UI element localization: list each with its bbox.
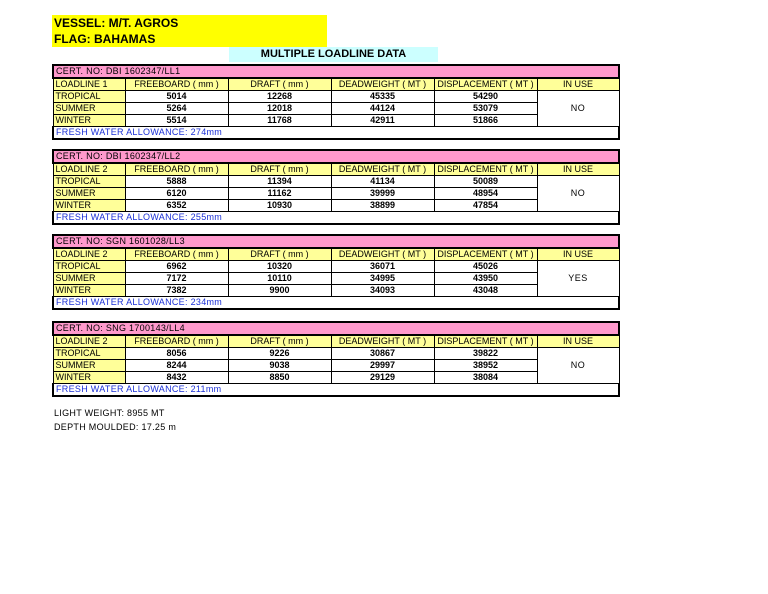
in-use-value: NO: [537, 176, 619, 212]
fresh-water-allowance: FRESH WATER ALLOWANCE: 274mm: [53, 127, 619, 140]
col-displacement: DISPLACEMENT ( MT ): [434, 163, 537, 176]
deadweight-value: 42911: [331, 115, 434, 127]
displacement-value: 45026: [434, 261, 537, 273]
deadweight-value: 41134: [331, 176, 434, 188]
col-draft: DRAFT ( mm ): [228, 163, 331, 176]
fresh-water-allowance: FRESH WATER ALLOWANCE: 234mm: [53, 297, 619, 310]
displacement-value: 43950: [434, 273, 537, 285]
freeboard-value: 5264: [125, 103, 228, 115]
col-in-use: IN USE: [537, 248, 619, 261]
draft-value: 9900: [228, 285, 331, 297]
freeboard-value: 6120: [125, 188, 228, 200]
table-row: [53, 285, 619, 297]
col-in-use: IN USE: [537, 163, 619, 176]
depth-moulded-note: DEPTH MOULDED: 17.25 m: [54, 422, 177, 432]
zone-label: WINTER: [53, 285, 125, 297]
col-loadline: LOADLINE 2: [53, 163, 125, 176]
draft-value: 11768: [228, 115, 331, 127]
zone-label: TROPICAL: [53, 348, 125, 360]
col-freeboard: FREEBOARD ( mm ): [125, 248, 228, 261]
table-row: [53, 176, 619, 188]
zone-label: SUMMER: [53, 103, 125, 115]
table-row: [53, 273, 619, 285]
displacement-value: 39822: [434, 348, 537, 360]
draft-value: 11394: [228, 176, 331, 188]
freeboard-value: 7382: [125, 285, 228, 297]
deadweight-value: 38899: [331, 200, 434, 212]
deadweight-value: 39999: [331, 188, 434, 200]
col-in-use: IN USE: [537, 335, 619, 348]
page-title: MULTIPLE LOADLINE DATA: [229, 47, 438, 62]
zone-label: WINTER: [53, 200, 125, 212]
draft-value: 8850: [228, 372, 331, 384]
deadweight-value: 36071: [331, 261, 434, 273]
cert-number: CERT. NO: SGN 1601028/LL3: [53, 235, 619, 248]
deadweight-value: 29129: [331, 372, 434, 384]
draft-value: 10930: [228, 200, 331, 212]
col-displacement: DISPLACEMENT ( MT ): [434, 335, 537, 348]
table-row: [53, 261, 619, 273]
displacement-value: 51866: [434, 115, 537, 127]
zone-label: SUMMER: [53, 360, 125, 372]
table-row: [53, 188, 619, 200]
col-draft: DRAFT ( mm ): [228, 248, 331, 261]
col-deadweight: DEADWEIGHT ( MT ): [331, 163, 434, 176]
deadweight-value: 29997: [331, 360, 434, 372]
displacement-value: 43048: [434, 285, 537, 297]
displacement-value: 38084: [434, 372, 537, 384]
vessel-name: VESSEL: M/T. AGROS: [54, 16, 179, 30]
zone-label: TROPICAL: [53, 91, 125, 103]
cert-number: CERT. NO: SNG 1700143/LL4: [53, 322, 619, 335]
zone-label: SUMMER: [53, 188, 125, 200]
displacement-value: 54290: [434, 91, 537, 103]
table-row: [53, 372, 619, 384]
col-deadweight: DEADWEIGHT ( MT ): [331, 248, 434, 261]
draft-value: 9038: [228, 360, 331, 372]
table-row: [53, 91, 619, 103]
freeboard-value: 8056: [125, 348, 228, 360]
table-row: [53, 360, 619, 372]
loadline-table-3: [52, 234, 620, 310]
deadweight-value: 30867: [331, 348, 434, 360]
displacement-value: 38952: [434, 360, 537, 372]
col-freeboard: FREEBOARD ( mm ): [125, 163, 228, 176]
in-use-value: NO: [537, 91, 619, 127]
freeboard-value: 5514: [125, 115, 228, 127]
displacement-value: 50089: [434, 176, 537, 188]
table-row: [53, 115, 619, 127]
col-displacement: DISPLACEMENT ( MT ): [434, 248, 537, 261]
freeboard-value: 7172: [125, 273, 228, 285]
deadweight-value: 45335: [331, 91, 434, 103]
freeboard-value: 5888: [125, 176, 228, 188]
cert-number: CERT. NO: DBI 1602347/LL1: [53, 65, 619, 78]
freeboard-value: 6962: [125, 261, 228, 273]
in-use-value: NO: [537, 348, 619, 384]
col-deadweight: DEADWEIGHT ( MT ): [331, 78, 434, 91]
table-row: [53, 200, 619, 212]
draft-value: 10110: [228, 273, 331, 285]
light-weight-note: LIGHT WEIGHT: 8955 MT: [54, 408, 165, 418]
col-draft: DRAFT ( mm ): [228, 335, 331, 348]
zone-label: TROPICAL: [53, 261, 125, 273]
displacement-value: 47854: [434, 200, 537, 212]
loadline-table-2: [52, 149, 620, 225]
fresh-water-allowance: FRESH WATER ALLOWANCE: 211mm: [53, 384, 619, 397]
displacement-value: 53079: [434, 103, 537, 115]
col-loadline: LOADLINE 1: [53, 78, 125, 91]
freeboard-value: 8244: [125, 360, 228, 372]
col-deadweight: DEADWEIGHT ( MT ): [331, 335, 434, 348]
table-row: [53, 103, 619, 115]
zone-label: SUMMER: [53, 273, 125, 285]
loadline-table-4: [52, 321, 620, 397]
displacement-value: 48954: [434, 188, 537, 200]
deadweight-value: 34093: [331, 285, 434, 297]
loadline-table-1: [52, 64, 620, 140]
col-loadline: LOADLINE 2: [53, 335, 125, 348]
draft-value: 9226: [228, 348, 331, 360]
deadweight-value: 44124: [331, 103, 434, 115]
col-in-use: IN USE: [537, 78, 619, 91]
draft-value: 12018: [228, 103, 331, 115]
col-freeboard: FREEBOARD ( mm ): [125, 78, 228, 91]
col-displacement: DISPLACEMENT ( MT ): [434, 78, 537, 91]
draft-value: 11162: [228, 188, 331, 200]
draft-value: 10320: [228, 261, 331, 273]
vessel-info: [52, 15, 327, 47]
freeboard-value: 5014: [125, 91, 228, 103]
cert-number: CERT. NO: DBI 1602347/LL2: [53, 150, 619, 163]
zone-label: WINTER: [53, 115, 125, 127]
vessel-flag: FLAG: BAHAMAS: [54, 32, 156, 46]
table-row: [53, 348, 619, 360]
zone-label: WINTER: [53, 372, 125, 384]
draft-value: 12268: [228, 91, 331, 103]
col-freeboard: FREEBOARD ( mm ): [125, 335, 228, 348]
fresh-water-allowance: FRESH WATER ALLOWANCE: 255mm: [53, 212, 619, 225]
in-use-value: YES: [537, 261, 619, 297]
freeboard-value: 8432: [125, 372, 228, 384]
freeboard-value: 6352: [125, 200, 228, 212]
deadweight-value: 34995: [331, 273, 434, 285]
col-draft: DRAFT ( mm ): [228, 78, 331, 91]
col-loadline: LOADLINE 2: [53, 248, 125, 261]
zone-label: TROPICAL: [53, 176, 125, 188]
